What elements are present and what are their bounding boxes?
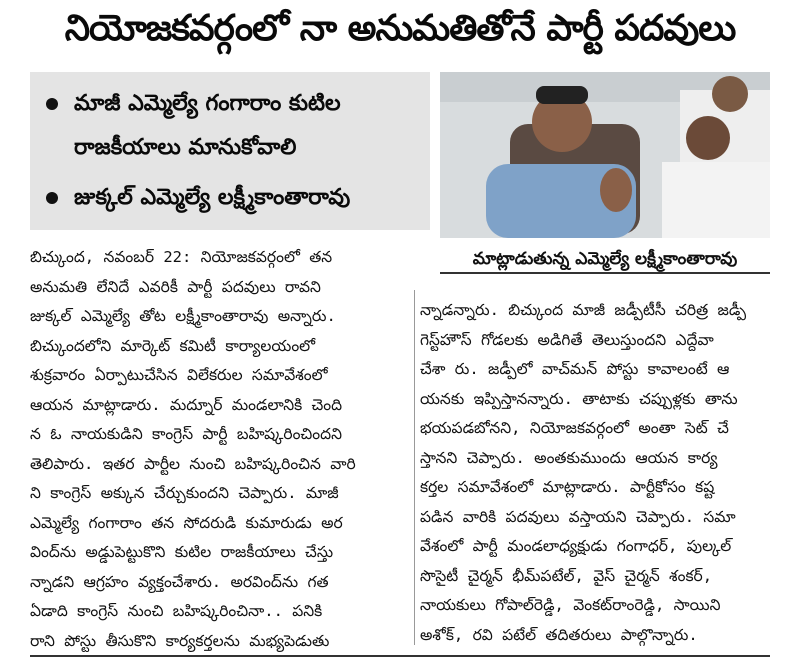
article-line: న ఓ నాయకుడిని కాంగ్రెస్ పార్టీ బహిష్కరించిందని	[30, 425, 342, 443]
article-line: వింద్‌ను అడ్డుపెట్టుకొని కుటిల రాజకీయాలు చేస్తు	[30, 543, 334, 561]
article-line: యనకు ఇప్పిస్తానన్నారు. తాటాకు చప్పుళ్లకు తాను	[420, 389, 738, 408]
article-line: ఎమ్మెల్యే గంగారాం తన సోదరుడి కుమారుడు అర	[30, 513, 343, 532]
deck-item-text: జుక్కల్ ఎమ్మెల్యే లక్ష్మీకాంతారావు	[74, 185, 351, 210]
article-line: నాయకులు గోపాల్‌రెడ్డి, వెంకట్‌రాంరెడ్డి, సాయిని	[420, 596, 721, 614]
article-line: వేశంలో పార్టీ మండలాధ్యక్షుడు గంగాధర్, పుల్కల్	[420, 537, 732, 555]
headline: నియోజకవర్గంలో నా అనుమతితోనే పార్టీ పదవులు	[64, 8, 736, 49]
bullet-icon	[30, 82, 74, 170]
article-line: బిచ్కుందలోని మార్కెట్ కమిటీ కార్యాలయంలో	[30, 336, 316, 355]
article-line: జుక్కల్ ఎమ్మెల్యే తోట లక్ష్మీకాంతారావు అన్నారు.	[30, 307, 336, 325]
article-line: చేశా రు. జడ్పీలో వాచ్‌మన్ పోస్టు కావాలంటే ఆ	[420, 360, 730, 378]
article-line: కర్తల సమావేశంలో మాట్లాడారు. పార్టీకోసం కష్ట	[420, 478, 715, 496]
news-photo	[440, 72, 770, 238]
bullet-icon	[30, 176, 74, 220]
article-line: సొసైటీ చైర్మన్ భీమ్‌పటేల్, వైస్ చైర్మన్ శంకర్,	[420, 566, 713, 585]
article-line: ఆయన మాట్లాడారు. మద్నూర్ మండలానికి చెంది	[30, 395, 343, 414]
article-line: న్నాడన్నారు. బిచ్కుంద మాజీ జడ్పీటీసీ చరిత్ర జడ్పీ	[420, 301, 747, 319]
article-line: అశోక్, రవి పటేల్ తదితరులు పాల్గొన్నారు.	[420, 625, 698, 644]
article-line: పడిన వారికి పదవులు వస్తాయని చెప్పారు. సమా	[420, 507, 736, 526]
column-divider	[414, 290, 415, 645]
deck-item-text: మాజీ ఎమ్మెల్యే గంగారాం కుటిల రాజకీయాలు మానుకోవాలి	[74, 91, 341, 160]
article-line: రాని పోస్టు తీసుకొని కార్యకర్తలను మభ్యపెడుతు	[30, 631, 330, 650]
article-line: భయపడబోనని, నియోజకవర్గంలో అంతా సెట్ చే	[420, 419, 729, 437]
photo-caption: మాట్లాడుతున్న ఎమ్మెల్యే లక్ష్మీకాంతారావు	[440, 244, 770, 274]
article-column-left	[30, 243, 410, 656]
article-column-right	[420, 296, 775, 650]
article-line: అనుమతి లేనిదే ఎవరికీ పార్టీ పదవులు రావని	[30, 277, 321, 296]
article-line: స్తానని చెప్పారు. అంతకుముందు ఆయన కార్య	[420, 448, 718, 467]
article-line: శుక్రవారం ఏర్పాటుచేసిన విలేకరుల సమావేశంలో	[30, 366, 328, 384]
article-line: బిచ్కుంద, నవంబర్ 22: నియోజకవర్గంలో తన	[30, 248, 333, 266]
article-line: న్నాడని ఆగ్రహం వ్యక్తంచేశారు. అరవింద్‌ను గత	[30, 572, 329, 591]
bottom-rule	[30, 655, 770, 657]
article-line: గెస్ట్‌హౌస్ గోడలకు అడిగితే తెలుస్తుందని ఎద్దేవా	[420, 330, 714, 349]
deck-item	[30, 82, 430, 170]
deck-box	[30, 72, 430, 230]
article-line: ఏడాది కాంగ్రెస్ నుంచి బహిష్కరించినా.. పనికి	[30, 602, 323, 620]
deck-item	[30, 176, 430, 220]
article-line: తెలిపారు. ఇతర పార్టీల నుంచి బహిష్కరించిన వారి	[30, 454, 356, 473]
article-line: ని కాంగ్రెస్ అక్కున చేర్చుకుందని చెప్పారు. మాజీ	[30, 484, 339, 502]
